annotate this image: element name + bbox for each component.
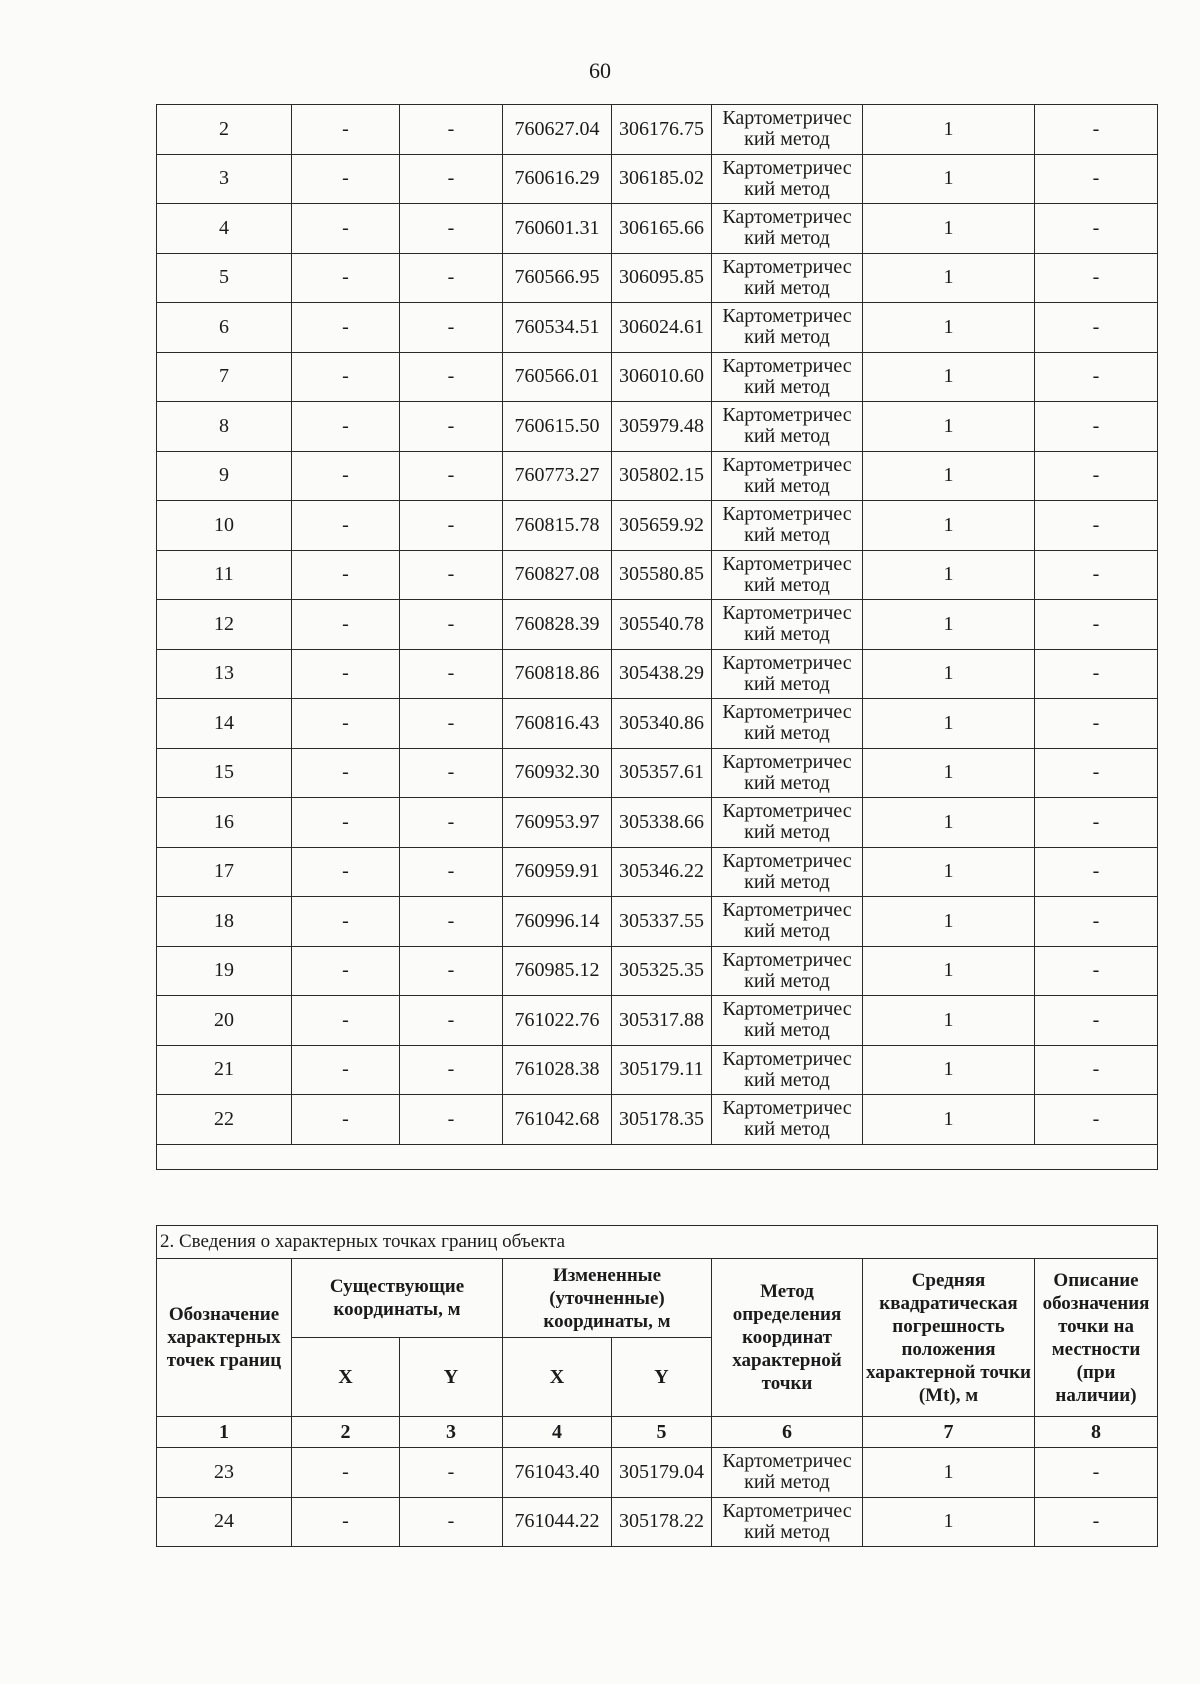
y-changed-cell: 305979.48 xyxy=(612,402,712,452)
description-cell: - xyxy=(1035,600,1158,650)
method-cell: Картометричес кий метод xyxy=(712,1045,863,1095)
accuracy-cell: 1 xyxy=(863,105,1035,155)
x-changed-cell: 760627.04 xyxy=(503,105,612,155)
x-changed-cell: 761044.22 xyxy=(503,1497,612,1547)
table-row xyxy=(157,847,1158,897)
y-changed-cell: 306165.66 xyxy=(612,204,712,254)
accuracy-cell: 1 xyxy=(863,501,1035,551)
point-cell: 5 xyxy=(157,253,292,303)
accuracy-cell: 1 xyxy=(863,699,1035,749)
method-cell: Картометричес кий метод xyxy=(712,897,863,947)
y-existing-cell: - xyxy=(400,1497,503,1547)
description-cell: - xyxy=(1035,847,1158,897)
y-existing-cell: - xyxy=(400,451,503,501)
x-existing-cell: - xyxy=(292,501,400,551)
y-changed-cell: 306176.75 xyxy=(612,105,712,155)
y-changed-cell: 305338.66 xyxy=(612,798,712,848)
y-existing-cell: - xyxy=(400,798,503,848)
table-row xyxy=(157,649,1158,699)
x-changed-cell: 760959.91 xyxy=(503,847,612,897)
y-changed-cell: 305802.15 xyxy=(612,451,712,501)
table-row xyxy=(157,402,1158,452)
x-existing-cell: - xyxy=(292,402,400,452)
x-existing-cell: - xyxy=(292,649,400,699)
y-existing-cell: - xyxy=(400,897,503,947)
point-cell: 9 xyxy=(157,451,292,501)
coordinates-table-continued xyxy=(156,104,1158,1170)
accuracy-cell: 1 xyxy=(863,748,1035,798)
description-cell: - xyxy=(1035,451,1158,501)
point-cell: 2 xyxy=(157,105,292,155)
point-cell: 6 xyxy=(157,303,292,353)
x-changed-cell: 760616.29 xyxy=(503,154,612,204)
table-row xyxy=(157,798,1158,848)
description-cell: - xyxy=(1035,204,1158,254)
x-changed-cell: 760953.97 xyxy=(503,798,612,848)
accuracy-cell: 1 xyxy=(863,600,1035,650)
header-method: Метод определения координат характерной точки xyxy=(712,1259,863,1417)
x-changed-cell: 761042.68 xyxy=(503,1095,612,1145)
accuracy-cell: 1 xyxy=(863,798,1035,848)
method-cell: Картометричес кий метод xyxy=(712,451,863,501)
x-existing-cell: - xyxy=(292,699,400,749)
description-cell: - xyxy=(1035,501,1158,551)
table-row xyxy=(157,1448,1158,1498)
x-existing-cell: - xyxy=(292,748,400,798)
y-changed-cell: 305178.35 xyxy=(612,1095,712,1145)
column-numbers-row xyxy=(157,1417,1158,1448)
y-existing-cell: - xyxy=(400,847,503,897)
column-number: 8 xyxy=(1035,1417,1158,1448)
point-cell: 20 xyxy=(157,996,292,1046)
y-changed-cell: 305179.11 xyxy=(612,1045,712,1095)
accuracy-cell: 1 xyxy=(863,352,1035,402)
y-existing-cell: - xyxy=(400,996,503,1046)
y-changed-cell: 305438.29 xyxy=(612,649,712,699)
x-existing-cell: - xyxy=(292,798,400,848)
table-row xyxy=(157,550,1158,600)
x-changed-cell: 761028.38 xyxy=(503,1045,612,1095)
y-changed-cell: 305337.55 xyxy=(612,897,712,947)
table-row xyxy=(157,897,1158,947)
x-changed-cell: 760996.14 xyxy=(503,897,612,947)
accuracy-cell: 1 xyxy=(863,897,1035,947)
x-existing-cell: - xyxy=(292,204,400,254)
y-existing-cell: - xyxy=(400,1045,503,1095)
x-existing-cell: - xyxy=(292,1497,400,1547)
method-cell: Картометричес кий метод xyxy=(712,699,863,749)
header-x-changed: X xyxy=(503,1338,612,1417)
x-changed-cell: 760828.39 xyxy=(503,600,612,650)
description-cell: - xyxy=(1035,897,1158,947)
x-existing-cell: - xyxy=(292,1448,400,1498)
column-number: 6 xyxy=(712,1417,863,1448)
accuracy-cell: 1 xyxy=(863,946,1035,996)
point-cell: 18 xyxy=(157,897,292,947)
table-caption: 2. Сведения о характерных точках границ объекта xyxy=(157,1226,1158,1259)
table-row xyxy=(157,600,1158,650)
point-cell: 8 xyxy=(157,402,292,452)
description-cell: - xyxy=(1035,253,1158,303)
header-y-changed: Y xyxy=(612,1338,712,1417)
description-cell: - xyxy=(1035,699,1158,749)
y-existing-cell: - xyxy=(400,649,503,699)
description-cell: - xyxy=(1035,303,1158,353)
accuracy-cell: 1 xyxy=(863,154,1035,204)
accuracy-cell: 1 xyxy=(863,1095,1035,1145)
method-cell: Картометричес кий метод xyxy=(712,303,863,353)
y-changed-cell: 305179.04 xyxy=(612,1448,712,1498)
x-existing-cell: - xyxy=(292,1095,400,1145)
accuracy-cell: 1 xyxy=(863,1045,1035,1095)
method-cell: Картометричес кий метод xyxy=(712,798,863,848)
table-row xyxy=(157,204,1158,254)
point-cell: 21 xyxy=(157,1045,292,1095)
x-changed-cell: 760827.08 xyxy=(503,550,612,600)
y-changed-cell: 306185.02 xyxy=(612,154,712,204)
description-cell: - xyxy=(1035,798,1158,848)
empty-cell xyxy=(157,1144,1158,1169)
y-changed-cell: 306010.60 xyxy=(612,352,712,402)
y-changed-cell: 305178.22 xyxy=(612,1497,712,1547)
y-existing-cell: - xyxy=(400,550,503,600)
column-number: 1 xyxy=(157,1417,292,1448)
description-cell: - xyxy=(1035,649,1158,699)
x-existing-cell: - xyxy=(292,946,400,996)
x-existing-cell: - xyxy=(292,451,400,501)
accuracy-cell: 1 xyxy=(863,451,1035,501)
y-changed-cell: 305580.85 xyxy=(612,550,712,600)
y-changed-cell: 305540.78 xyxy=(612,600,712,650)
y-existing-cell: - xyxy=(400,105,503,155)
y-changed-cell: 306024.61 xyxy=(612,303,712,353)
method-cell: Картометричес кий метод xyxy=(712,600,863,650)
x-existing-cell: - xyxy=(292,550,400,600)
method-cell: Картометричес кий метод xyxy=(712,253,863,303)
method-cell: Картометричес кий метод xyxy=(712,402,863,452)
point-cell: 4 xyxy=(157,204,292,254)
column-number: 7 xyxy=(863,1417,1035,1448)
y-existing-cell: - xyxy=(400,501,503,551)
x-changed-cell: 760816.43 xyxy=(503,699,612,749)
x-existing-cell: - xyxy=(292,847,400,897)
header-changed-coords: Измененные (уточненные) координаты, м xyxy=(503,1259,712,1338)
y-changed-cell: 305357.61 xyxy=(612,748,712,798)
table-row xyxy=(157,1095,1158,1145)
method-cell: Картометричес кий метод xyxy=(712,996,863,1046)
y-existing-cell: - xyxy=(400,303,503,353)
x-changed-cell: 761022.76 xyxy=(503,996,612,1046)
x-changed-cell: 760815.78 xyxy=(503,501,612,551)
point-cell: 10 xyxy=(157,501,292,551)
header-point-designation: Обозначение характерных точек границ xyxy=(157,1259,292,1417)
accuracy-cell: 1 xyxy=(863,1448,1035,1498)
x-existing-cell: - xyxy=(292,253,400,303)
description-cell: - xyxy=(1035,1497,1158,1547)
description-cell: - xyxy=(1035,352,1158,402)
y-changed-cell: 305340.86 xyxy=(612,699,712,749)
point-cell: 3 xyxy=(157,154,292,204)
x-changed-cell: 760932.30 xyxy=(503,748,612,798)
x-existing-cell: - xyxy=(292,154,400,204)
method-cell: Картометричес кий метод xyxy=(712,946,863,996)
table-row xyxy=(157,996,1158,1046)
x-changed-cell: 760534.51 xyxy=(503,303,612,353)
description-cell: - xyxy=(1035,402,1158,452)
header-description: Описание обозначения точки на местности (при наличии) xyxy=(1035,1259,1158,1417)
point-cell: 7 xyxy=(157,352,292,402)
y-existing-cell: - xyxy=(400,699,503,749)
table-row xyxy=(157,501,1158,551)
y-existing-cell: - xyxy=(400,1448,503,1498)
table-row xyxy=(157,748,1158,798)
description-cell: - xyxy=(1035,105,1158,155)
point-cell: 11 xyxy=(157,550,292,600)
point-cell: 23 xyxy=(157,1448,292,1498)
table-row xyxy=(157,154,1158,204)
point-cell: 16 xyxy=(157,798,292,848)
accuracy-cell: 1 xyxy=(863,303,1035,353)
description-cell: - xyxy=(1035,1448,1158,1498)
x-existing-cell: - xyxy=(292,1045,400,1095)
y-existing-cell: - xyxy=(400,253,503,303)
method-cell: Картометричес кий метод xyxy=(712,748,863,798)
accuracy-cell: 1 xyxy=(863,204,1035,254)
table-row xyxy=(157,352,1158,402)
y-changed-cell: 305317.88 xyxy=(612,996,712,1046)
method-cell: Картометричес кий метод xyxy=(712,352,863,402)
method-cell: Картометричес кий метод xyxy=(712,550,863,600)
description-cell: - xyxy=(1035,946,1158,996)
x-existing-cell: - xyxy=(292,600,400,650)
accuracy-cell: 1 xyxy=(863,253,1035,303)
y-existing-cell: - xyxy=(400,154,503,204)
accuracy-cell: 1 xyxy=(863,550,1035,600)
header-accuracy: Средняя квадратическая погрешность положения характерной точки (Mt), м xyxy=(863,1259,1035,1417)
point-cell: 22 xyxy=(157,1095,292,1145)
method-cell: Картометричес кий метод xyxy=(712,154,863,204)
table-row xyxy=(157,105,1158,155)
x-changed-cell: 760773.27 xyxy=(503,451,612,501)
table-row xyxy=(157,699,1158,749)
x-changed-cell: 761043.40 xyxy=(503,1448,612,1498)
description-cell: - xyxy=(1035,154,1158,204)
point-cell: 19 xyxy=(157,946,292,996)
point-cell: 13 xyxy=(157,649,292,699)
column-number: 3 xyxy=(400,1417,503,1448)
table-row xyxy=(157,303,1158,353)
table-row xyxy=(157,946,1158,996)
method-cell: Картометричес кий метод xyxy=(712,1497,863,1547)
x-changed-cell: 760818.86 xyxy=(503,649,612,699)
accuracy-cell: 1 xyxy=(863,402,1035,452)
x-changed-cell: 760566.01 xyxy=(503,352,612,402)
page-number: 60 xyxy=(589,58,611,83)
y-existing-cell: - xyxy=(400,402,503,452)
y-changed-cell: 306095.85 xyxy=(612,253,712,303)
accuracy-cell: 1 xyxy=(863,1497,1035,1547)
point-cell: 24 xyxy=(157,1497,292,1547)
header-x-existing: X xyxy=(292,1338,400,1417)
y-existing-cell: - xyxy=(400,204,503,254)
description-cell: - xyxy=(1035,550,1158,600)
header-existing-coords: Существующие координаты, м xyxy=(292,1259,503,1338)
method-cell: Картометричес кий метод xyxy=(712,1448,863,1498)
y-changed-cell: 305325.35 xyxy=(612,946,712,996)
x-changed-cell: 760566.95 xyxy=(503,253,612,303)
table-row xyxy=(157,1045,1158,1095)
column-number: 2 xyxy=(292,1417,400,1448)
description-cell: - xyxy=(1035,996,1158,1046)
accuracy-cell: 1 xyxy=(863,847,1035,897)
table-row xyxy=(157,1497,1158,1547)
point-cell: 14 xyxy=(157,699,292,749)
column-number: 4 xyxy=(503,1417,612,1448)
x-existing-cell: - xyxy=(292,897,400,947)
y-existing-cell: - xyxy=(400,600,503,650)
y-existing-cell: - xyxy=(400,352,503,402)
method-cell: Картометричес кий метод xyxy=(712,204,863,254)
method-cell: Картометричес кий метод xyxy=(712,105,863,155)
y-existing-cell: - xyxy=(400,946,503,996)
description-cell: - xyxy=(1035,1095,1158,1145)
x-changed-cell: 760615.50 xyxy=(503,402,612,452)
y-existing-cell: - xyxy=(400,748,503,798)
method-cell: Картометричес кий метод xyxy=(712,847,863,897)
point-cell: 15 xyxy=(157,748,292,798)
y-changed-cell: 305346.22 xyxy=(612,847,712,897)
table-row xyxy=(157,253,1158,303)
method-cell: Картометричес кий метод xyxy=(712,501,863,551)
boundary-points-table xyxy=(156,1225,1158,1547)
table-row xyxy=(157,451,1158,501)
x-existing-cell: - xyxy=(292,105,400,155)
point-cell: 12 xyxy=(157,600,292,650)
y-changed-cell: 305659.92 xyxy=(612,501,712,551)
method-cell: Картометричес кий метод xyxy=(712,649,863,699)
y-existing-cell: - xyxy=(400,1095,503,1145)
x-existing-cell: - xyxy=(292,303,400,353)
x-changed-cell: 760985.12 xyxy=(503,946,612,996)
method-cell: Картометричес кий метод xyxy=(712,1095,863,1145)
column-number: 5 xyxy=(612,1417,712,1448)
x-existing-cell: - xyxy=(292,352,400,402)
empty-row xyxy=(157,1144,1158,1169)
x-changed-cell: 760601.31 xyxy=(503,204,612,254)
description-cell: - xyxy=(1035,1045,1158,1095)
accuracy-cell: 1 xyxy=(863,649,1035,699)
point-cell: 17 xyxy=(157,847,292,897)
x-existing-cell: - xyxy=(292,996,400,1046)
header-y-existing: Y xyxy=(400,1338,503,1417)
description-cell: - xyxy=(1035,748,1158,798)
accuracy-cell: 1 xyxy=(863,996,1035,1046)
